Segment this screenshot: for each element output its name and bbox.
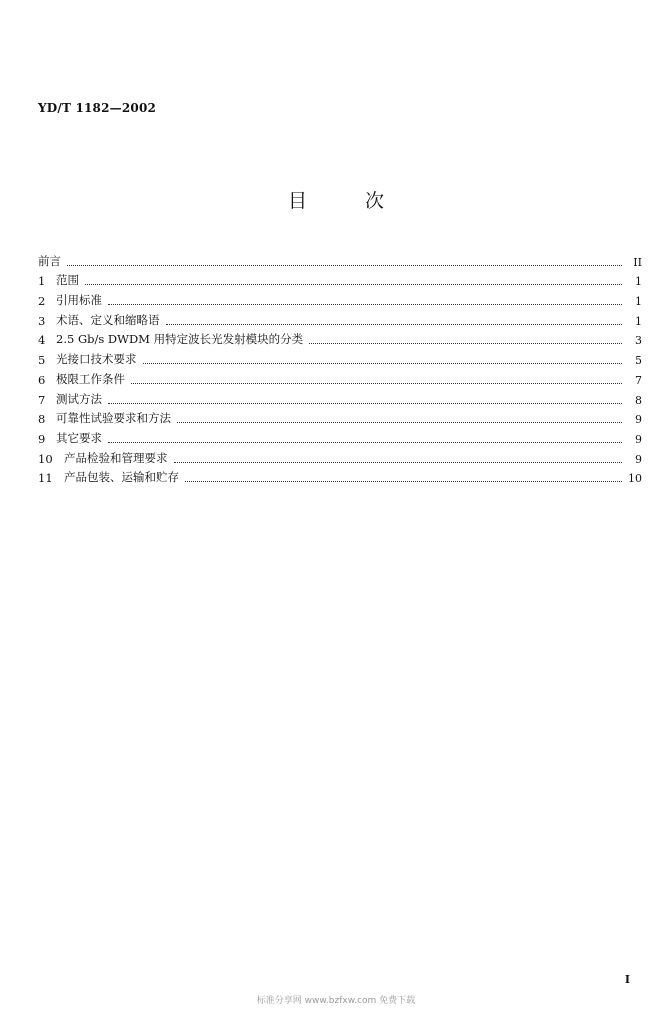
page-title <box>0 186 672 213</box>
toc-leader-dots <box>67 255 622 266</box>
toc-entry-7[interactable] <box>38 387 642 407</box>
toc-entry-number: 3 <box>38 313 46 328</box>
toc-entry-number: 6 <box>38 372 46 387</box>
page-number: I <box>624 973 630 986</box>
toc-entry-page: II <box>633 255 642 269</box>
toc-entry-page: 9 <box>635 413 642 427</box>
toc-entry-3[interactable] <box>38 308 642 328</box>
toc-entry-label: 2.5 Gb/s DWDM 用特定波长光发射模块的分类 <box>56 332 304 347</box>
toc-leader-dots <box>177 412 622 423</box>
footer-watermark: 标准分享网 www.bzfxw.com 免费下载 <box>256 996 416 1006</box>
title-char-1: 目 <box>287 190 307 212</box>
toc-entry-label: 产品检验和管理要求 <box>64 450 168 465</box>
table-of-contents <box>38 249 642 485</box>
toc-entry-page: 1 <box>635 275 642 289</box>
toc-leader-dots <box>108 393 622 404</box>
toc-entry-9[interactable] <box>38 426 642 446</box>
toc-entry-label: 光接口技术要求 <box>56 352 137 367</box>
title-char-2: 次 <box>365 190 385 212</box>
toc-leader-dots <box>309 333 622 344</box>
toc-entry-page: 5 <box>635 354 642 368</box>
toc-entry-5[interactable] <box>38 347 642 367</box>
toc-entry-page: 9 <box>635 452 642 466</box>
toc-entry-label: 范围 <box>56 273 79 288</box>
toc-entry-10[interactable] <box>38 446 642 466</box>
toc-leader-dots <box>85 274 622 285</box>
toc-entry-label: 测试方法 <box>56 391 102 406</box>
toc-entry-number: 8 <box>38 412 46 427</box>
toc-leader-dots <box>143 353 623 364</box>
toc-entry-label: 术语、定义和缩略语 <box>56 312 160 327</box>
toc-entry-number: 11 <box>38 471 53 486</box>
toc-entry-number: 4 <box>38 333 46 348</box>
toc-entry-11[interactable] <box>38 466 642 486</box>
toc-entry-page: 1 <box>635 295 642 309</box>
toc-entry-foreword[interactable] <box>38 249 642 269</box>
toc-entry-number: 10 <box>38 451 53 466</box>
toc-leader-dots <box>108 294 622 305</box>
toc-entry-number: 5 <box>38 353 46 368</box>
toc-entry-label: 引用标准 <box>56 293 102 308</box>
toc-leader-dots <box>174 452 623 463</box>
toc-entry-page: 1 <box>635 314 642 328</box>
toc-entry-page: 10 <box>628 472 642 486</box>
toc-entry-page: 9 <box>635 432 642 446</box>
toc-leader-dots <box>131 373 622 384</box>
toc-entry-number: 1 <box>38 274 46 289</box>
toc-entry-number: 7 <box>38 392 46 407</box>
toc-entry-label: 极限工作条件 <box>56 371 125 386</box>
toc-entry-8[interactable] <box>38 407 642 427</box>
toc-entry-label: 产品包装、运输和贮存 <box>64 470 179 485</box>
toc-entry-number: 9 <box>38 431 46 446</box>
toc-leader-dots <box>108 432 622 443</box>
toc-entry-4[interactable] <box>38 328 642 348</box>
toc-leader-dots <box>166 314 623 325</box>
toc-entry-page: 3 <box>635 334 642 348</box>
toc-entry-6[interactable] <box>38 367 642 387</box>
toc-entry-2[interactable] <box>38 288 642 308</box>
toc-entry-label: 前言 <box>38 253 61 268</box>
standard-code: YD/T 1182—2002 <box>38 101 157 115</box>
toc-leader-dots <box>185 471 622 482</box>
toc-entry-page: 8 <box>635 393 642 407</box>
toc-entry-label: 其它要求 <box>56 430 102 445</box>
toc-entry-page: 7 <box>635 373 642 387</box>
toc-entry-1[interactable] <box>38 269 642 289</box>
toc-entry-number: 2 <box>38 294 46 309</box>
toc-entry-label: 可靠性试验要求和方法 <box>56 411 171 426</box>
